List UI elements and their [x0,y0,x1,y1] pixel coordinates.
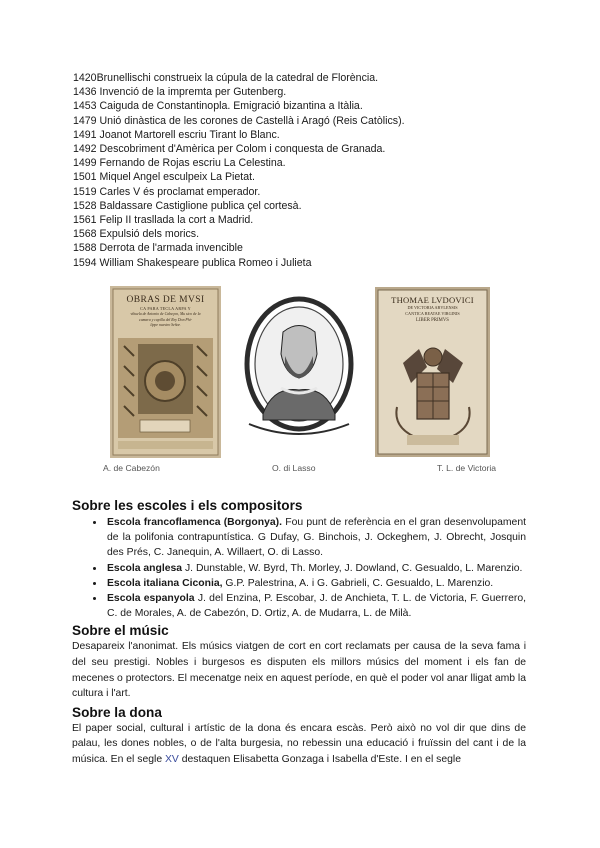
timeline-year: 1594 [73,256,97,269]
musician-paragraph: Desapareix l'anonimat. Els músics viatgen de cort en cort reclamats per causa de la seva fama i del seu prestigi. Nobles i burgesos es disputen els millors músics del moment i els fan de mecenes o protectors. El mecenatge neix en aquest període, en què el poder vol anar lligat amb la cultura i l'art. [72,641,527,700]
school-text: G.P. Palestrina, A. i G. Gabrieli, C. Gesualdo, L. Marenzio. [222,577,494,589]
list-item [105,561,526,576]
list-item [105,591,526,621]
lasso-portrait-image [243,294,356,444]
timeline-text: Miquel Angel esculpeix La Pietat. [99,171,256,184]
timeline-item [73,170,533,184]
timeline-year: 1561 [73,214,97,227]
timeline-year: 1420 [73,72,97,84]
school-text: J. del Enzina, P. Escobar, J. de Anchieta, T. L. de Victoria, F. Guerrero, C. de Morales, A. de Cabezón, D. Ortiz, A. de Mudarra, L. de Milà. [107,593,526,620]
victoria-cover-line: CANTICA BEATAE VIRGINIS [405,311,460,316]
timeline-item [73,241,533,255]
victoria-cover-line: DE VICTORIA ABVLENSIS [407,305,458,310]
timeline-year: 1453 [73,100,97,113]
school-text: Fou punt de referència en el gran desenvolupament de la polifonia contrapuntística. G Dufay, G. Binchois, J. Ockeghem, J. Obrecht, Josquin des Prés, C. Janequin, A. Willaert, O. di Lasso. [107,517,526,559]
timeline-text: Expulsió dels morics. [99,228,200,241]
timeline-text: Invenció de la impremta per Gutenberg. [99,86,287,99]
timeline-item [73,142,533,156]
timeline-item [73,114,533,128]
timeline-item [73,199,533,213]
timeline-item [73,256,533,270]
school-label: Escola anglesa [107,562,183,574]
timeline-year: 1588 [73,242,97,255]
timeline-text: Baldassare Castiglione publica çel cortesà. [99,199,302,212]
timeline-item [73,213,533,227]
cabezon-book-image [110,286,221,458]
victoria-book-image [375,287,490,457]
timeline-text: Caiguda de Constantinopla. Emigració bizantina a Itàlia. [99,100,363,113]
woman-heading: Sobre la dona [72,704,162,720]
timeline-year: 1436 [73,86,97,99]
timeline-year: 1499 [73,157,97,170]
timeline-year: 1519 [73,185,97,198]
school-text: J. Dunstable, W. Byrd, Th. Morley, J. Dowland, C. Gesualdo, L. Marenzio. [182,562,523,574]
list-item [105,576,526,591]
victoria-cover-title: THOMAE LVDOVICI [391,295,474,305]
content-sections [72,497,526,768]
cabezon-cover-line: vihuela de Antonio de Cabeçon, Mu sico de la [130,312,201,316]
timeline-item [73,185,533,199]
timeline-text: Felip II trasllada la cort a Madrid. [99,214,254,227]
school-label: Escola italiana Ciconia, [107,577,223,589]
timeline-year: 1501 [73,171,97,184]
cabezon-cover-title: OBRAS DE MVSI [126,295,205,305]
woman-text-after: destaquen Elisabetta Gonzaga i Isabella d'Este. I en el segle [178,753,461,765]
cabezon-cover-line: CA PARA TECLA ARPA Y [140,306,191,311]
image-caption: A. de Cabezón [103,463,160,473]
timeline-list [73,71,533,270]
victoria-cover-line: LIBER PRIMVS [416,318,449,323]
timeline-item [73,227,533,241]
timeline-year: 1492 [73,143,97,156]
image-caption: O. di Lasso [272,463,316,473]
cabezon-cover-line: lippe nuestro Señor. [150,323,181,327]
timeline-year: 1479 [73,114,97,127]
woman-text-before: El paper social, cultural i artístic de la dona és encara escàs. Però això no vol dir que dins de palau, les dones nobles, o de l'alta burgesia, no rebessin una educació i fruïssin del cant i de la música. En el segle [72,722,526,765]
school-label: Escola francoflamenca (Borgonya). [107,517,283,528]
timeline-item [73,71,533,85]
list-item [105,515,526,561]
timeline-text: William Shakespeare publica Romeo i Julieta [99,256,312,269]
lasso-portrait-illustration [243,294,356,444]
timeline-text: Joanot Martorell escriu Tirant lo Blanc. [99,128,280,141]
woman-paragraph [72,721,526,768]
century-highlight: XV [164,753,179,765]
timeline-year: 1568 [73,228,97,241]
school-label: Escola espanyola [107,593,195,605]
timeline-year: 1528 [73,199,97,212]
timeline-item [73,99,533,113]
timeline-text: Fernando de Rojas escriu La Celestina. [99,157,286,170]
cabezon-cover-line: camara y capilla del Rey Don Phi- [139,317,192,322]
schools-list [72,515,526,621]
timeline-text: Descobriment d'Amèrica per Colom i conquesta de Granada. [99,143,386,156]
schools-heading: Sobre les escoles i els compositors [72,498,303,513]
image-caption: T. L. de Victoria [437,463,497,473]
timeline-text: Unió dinàstica de les corones de Castellà i Aragó (Reis Catòlics). [99,114,405,127]
composer-images [100,286,520,476]
timeline-item [73,85,533,99]
timeline-year: 1491 [73,128,97,141]
timeline-text: Brunellischi construeix la cúpula de la catedral de Florència. [96,72,379,84]
timeline-item [73,128,533,142]
timeline-item [73,156,533,170]
timeline-text: Carles V és proclamat emperador. [99,185,261,198]
musician-heading: Sobre el músic [72,623,169,639]
timeline-text: Derrota de l'armada invencible [99,242,243,255]
